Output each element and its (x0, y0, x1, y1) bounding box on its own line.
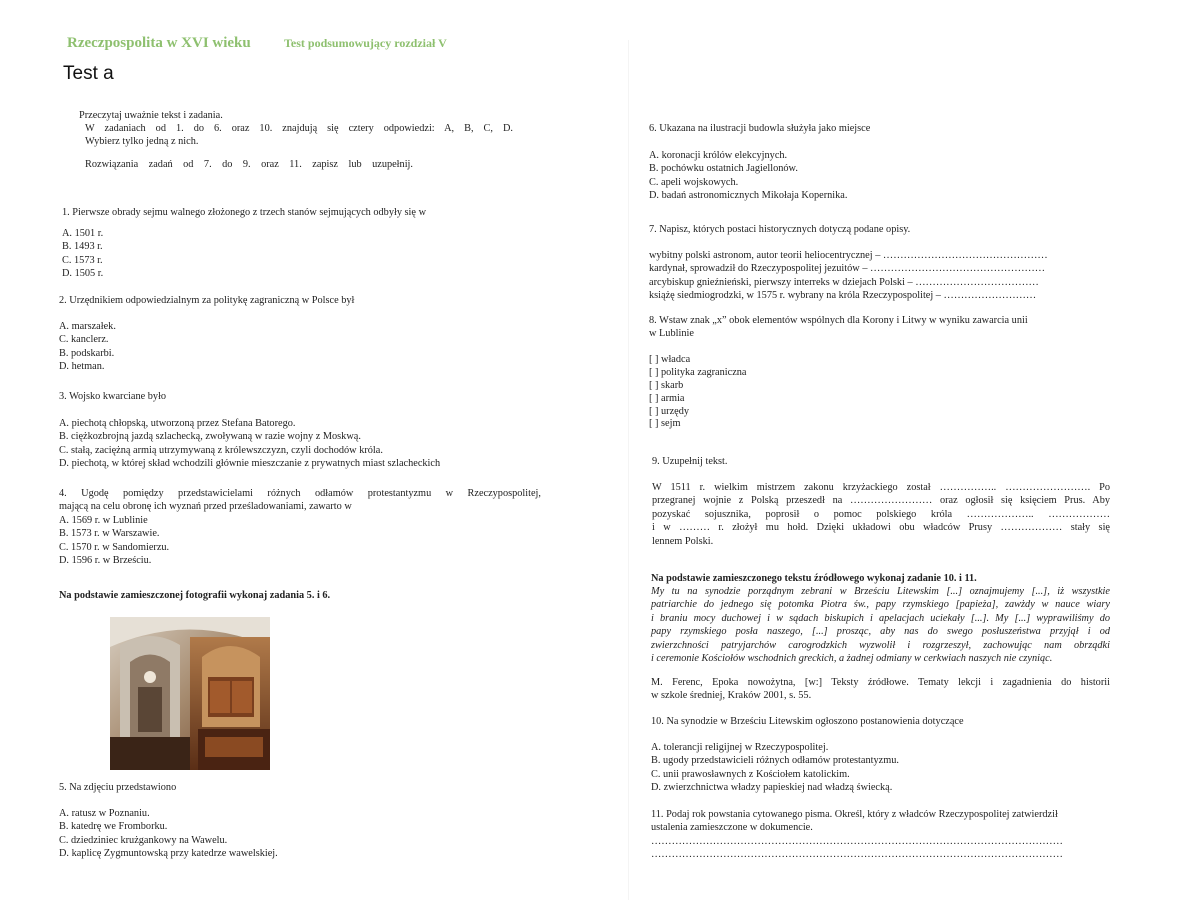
checkbox-item[interactable]: [ ] władca (649, 354, 691, 365)
option: B. 1493 r. (62, 241, 103, 253)
question-10: 10. Na synodzie w Brześciu Litewskim ogłoszono postanowienia dotyczące (651, 716, 964, 727)
source-citation: M. Ferenc, Epoka nowożytna, [w:] Teksty źródłowe. Tematy lekcji i zagadnienia do historii w szkole średniej, Kraków 2001, s. 55. (651, 677, 1110, 702)
question-1: 1. Pierwsze obrady sejmu walnego złożonego z trzech stanów sejmujących odbyły się w (62, 207, 427, 218)
question-7-lines (649, 249, 1048, 303)
checkbox-item[interactable]: [ ] urzędy (649, 405, 690, 417)
option: C. kanclerz. (59, 334, 109, 346)
option: D. piechotą, w której skład wchodzili głównie mieszczanie z prywatnych miast szlacheckich (59, 458, 441, 470)
question-4-options (59, 514, 169, 568)
question-6-options (649, 149, 847, 203)
quote-line: papy rzymskiego posła naszego, [...] prosząc, aby nas do swego posłuszeństwa przyjął i od (651, 626, 1110, 638)
option: D. 1596 r. w Brześciu. (59, 555, 152, 567)
option: D. hetman. (59, 361, 105, 373)
quote-line: zwierzchności patryjarchów carogrodzkich wyzwolił i rozgrzeszył, zachowując nam obrządki (651, 639, 1110, 651)
option: A. marszałek. (59, 321, 116, 332)
option: A. piechotą chłopską, utworzoną przez Stefana Batorego. (59, 418, 296, 429)
option: C. dziedziniec krużgankowy na Wawelu. (59, 834, 228, 846)
checkbox-item[interactable]: [ ] sejm (649, 418, 681, 430)
question-5-options (59, 807, 278, 861)
question-11-cont: ustalenia zamieszczone w dokumencie. (651, 822, 813, 833)
instruction-line: Przeczytaj uważnie tekst i zadania. (79, 110, 223, 121)
option: C. unii prawosławnych z Kościołem katolickim. (651, 768, 850, 780)
source-instruction: Na podstawie zamieszczonego tekstu źródłowego wykonaj zadanie 10. i 11. (651, 573, 977, 584)
answer-line: wybitny polski astronom, autor teorii heliocentrycznej – ………………………………………… (649, 250, 1048, 261)
question-7: 7. Napisz, których postaci historycznych dotyczą podane opisy. (649, 224, 911, 235)
question-8: 8. Wstaw znak „x” obok elementów wspólnych dla Korony i Litwy w wyniku zawarcia unii (649, 315, 1028, 326)
option: B. ugody przedstawicieli różnych odłamów protestantyzmu. (651, 755, 899, 767)
chapel-photo-graphic (110, 617, 270, 770)
option: A. tolerancji religijnej w Rzeczypospolitej. (651, 742, 829, 753)
question-9: 9. Uzupełnij tekst. (652, 456, 728, 467)
option: A. koronacji królów elekcyjnych. (649, 150, 788, 161)
question-1-options (62, 227, 103, 281)
option: C. stałą, zaciężną armią utrzymywaną z królewszczyzn, czyli dochodów króla. (59, 444, 383, 456)
option: A. ratusz w Poznaniu. (59, 808, 150, 819)
quote-line: i ceremonie Kościołów wschodnich greckich, a żadnej odmiany w cerkwiach naszych nie czyniąc. (651, 652, 1053, 664)
option: D. 1505 r. (62, 268, 104, 280)
quote-line: patriarchie do jednego się potomka Piotra św., papy rzymskiego [papieża], zawżdy w nauce wiary (651, 599, 1110, 611)
option: B. ciężkozbrojną jazdą szlachecką, zwoływaną w razie wojny z Moskwą. (59, 431, 361, 443)
question-9-text (652, 481, 1110, 548)
question-3-options (59, 417, 440, 471)
instruction-line: W zadaniach od 1. do 6. oraz 10. znajdują się cztery odpowiedzi: A, B, C, D. (85, 123, 513, 134)
checkbox-item[interactable]: [ ] skarb (649, 379, 684, 391)
fill-text-line: W 1511 r. wielkim mistrzem zakonu krzyżackiego został …………….. ……………………. Po (652, 482, 1110, 493)
question-4-cont: mającą na celu obronę ich wyznań przed prześladowaniami, zawarto w (59, 501, 352, 512)
question-6: 6. Ukazana na ilustracji budowla służyła jako miejsce (649, 123, 871, 134)
fill-text-line: pozyskać sojusznika, poprosił o pomoc polskiego króla ……………….. ……………… (652, 508, 1110, 520)
question-10-options (651, 741, 899, 795)
option: C. 1573 r. (62, 254, 103, 266)
answer-line: książę siedmiogrodzki, w 1575 r. wybrany na króla Rzeczypospolitej – ……………………… (649, 290, 1037, 302)
option: B. katedrę we Fromborku. (59, 821, 168, 833)
answer-line[interactable]: ………………………………………………………………………………………………………… (651, 836, 1063, 847)
question-8-options (649, 354, 746, 431)
instruction-line: Rozwiązania zadań od 7. do 9. oraz 11. zapisz lub uzupełnij. (85, 159, 413, 170)
checkbox-item[interactable]: [ ] polityka zagraniczna (649, 366, 747, 378)
quote-line: My tu na synodzie porządnym zebrani w Brześciu Litewskim [...] oznajmujemy [...], iż wszystkie (651, 586, 1110, 597)
chapel-photo (110, 617, 270, 770)
question-8-cont: w Lublinie (649, 328, 694, 339)
quote-line: i braniu mocy duchowej i w sądach biskupich i apelacjach uciekały [...]. My [...] wyprawiliśmy do (651, 612, 1110, 624)
option: D. kaplicę Zygmuntowską przy katedrze wawelskiej. (59, 848, 278, 860)
option: D. badań astronomicznych Mikołaja Kopernika. (649, 190, 848, 202)
option: D. zwierzchnictwa władzy papieskiej nad władzą świecką. (651, 782, 893, 794)
question-2: 2. Urzędnikiem odpowiedzialnym za politykę zagraniczną w Polsce był (59, 295, 355, 306)
source-quote (651, 585, 1110, 665)
checkbox-item[interactable]: [ ] armia (649, 392, 685, 404)
option: C. apeli wojskowych. (649, 176, 739, 188)
question-3: 3. Wojsko kwarciane było (59, 391, 167, 402)
instruction-line: Wybierz tylko jedną z nich. (85, 136, 199, 147)
question-2-options (59, 320, 116, 374)
answer-line: arcybiskup gnieźnieński, pierwszy interreks w dziejach Polski – ……………………………… (649, 276, 1039, 288)
photo-instruction: Na podstawie zamieszczonej fotografii wykonaj zadania 5. i 6. (59, 590, 331, 601)
question-4: 4. Ugodę pomiędzy przedstawicielami różnych odłamów protestantyzmu w Rzeczypospolitej, (59, 488, 541, 499)
book-title: Rzeczpospolita w XVI wieku (67, 35, 251, 51)
test-variant: Test a (63, 63, 114, 84)
option: C. 1570 r. w Sandomierzu. (59, 541, 170, 553)
fill-text-line: przegranej wojnie z Polską przeszedł na …………………… oraz ogłosił się księciem Prus. Aby (652, 495, 1110, 507)
chapter-subtitle: Test podsumowujący rozdział V (284, 36, 447, 50)
option: A. 1501 r. (62, 228, 104, 239)
question-5: 5. Na zdjęciu przedstawiono (59, 782, 177, 793)
option: B. pochówku ostatnich Jagiellonów. (649, 163, 798, 175)
question-11: 11. Podaj rok powstania cytowanego pisma. Określ, który z władców Rzeczypospolitej zatwierdził (651, 809, 1058, 820)
page-divider (628, 40, 629, 900)
fill-text-line: lennem Polski. (652, 535, 714, 547)
fill-text-line: i w ……… r. złożył mu hołd. Dzięki układowi obu władców Prusy ……………… stały się (652, 522, 1110, 534)
option: B. 1573 r. w Warszawie. (59, 528, 160, 540)
option: B. podskarbi. (59, 347, 115, 359)
option: A. 1569 r. w Lublinie (59, 515, 148, 526)
answer-line[interactable]: ………………………………………………………………………………………………………… (651, 849, 1063, 860)
answer-line: kardynał, sprowadził do Rzeczypospolitej jezuitów – …………………………………………… (649, 263, 1046, 275)
